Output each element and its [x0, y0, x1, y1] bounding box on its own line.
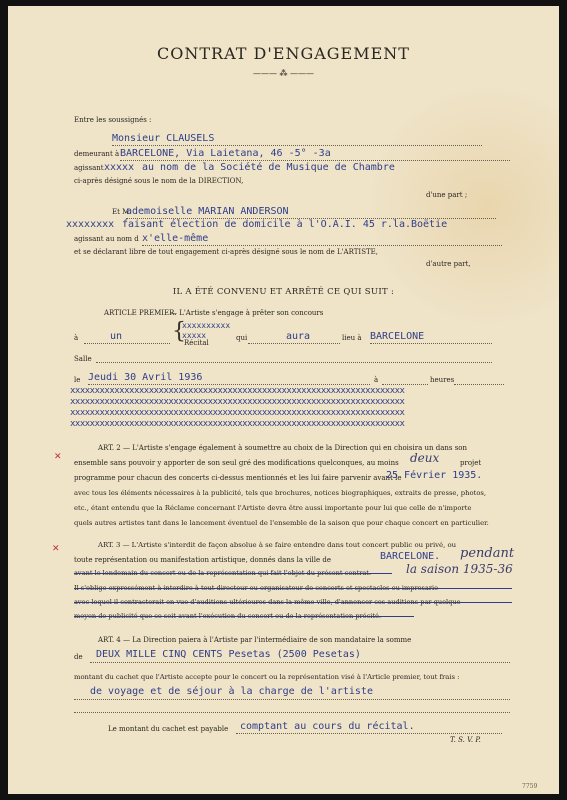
artist-prefix: Et M: [112, 208, 130, 216]
director-address-line: [120, 160, 510, 161]
art3-line3: avant le lendemain du concert ou de la représentation qui fait l'objet du présent contrat.: [74, 569, 372, 577]
payable-label: Le montant du cachet est payable: [108, 725, 229, 733]
contract-page: [8, 6, 559, 794]
artist-part: d'autre part,: [426, 260, 471, 268]
concert-count: un: [110, 331, 123, 342]
count-line: [84, 343, 170, 344]
art3-city: BARCELONE.: [380, 551, 441, 562]
artist-name: ademoiselle MARIAN ANDERSON: [126, 206, 289, 217]
struck-representation: xxxxx: [182, 331, 207, 340]
art3-line6-strike: [74, 616, 414, 617]
director-name-line: [112, 145, 482, 146]
election-struck: xxxxxxxx: [66, 219, 115, 230]
heures-label: heures: [430, 376, 455, 384]
acting-label: agissant: [74, 164, 104, 172]
fees-line-2: [74, 712, 510, 713]
brace: {: [172, 319, 186, 344]
art3-line5: avec lequel il contracterait en vue d'auditions ultérieures dans la même ville, d'annoncer ces auditions par quelque: [74, 598, 461, 606]
director-part: d'une part ;: [426, 191, 468, 199]
art3-line4: Il s'oblige expressément à interdire à tout directeur ou organisateur de concerts et spectacles ou impresario: [74, 584, 439, 592]
concert-city: BARCELONE: [370, 331, 425, 342]
art2-line1: ART. 2 — L'Artiste s'engage également à soumettre au choix de la Direction qui en choisira un dans son: [98, 444, 468, 452]
struck-concert: xxxxxxxxxx: [182, 321, 231, 330]
city-line: [370, 343, 492, 344]
program-count: deux: [410, 451, 440, 465]
struck-line-3: xxxxxxxxxxxxxxxxxxxxxxxxxxxxxxxxxxxxxxxxxxxxxxxxxxxxxxxxxxxxxxxxxxxx: [70, 409, 405, 418]
aura-line: [248, 343, 340, 344]
archive-ref: 7759: [522, 783, 538, 790]
struck-line-1: xxxxxxxxxxxxxxxxxxxxxxxxxxxxxxxxxxxxxxxxxxxxxxxxxxxxxxxxxxxxxxxxxxxx: [70, 387, 405, 396]
fees-line: [74, 699, 510, 700]
art4-line2: montant du cachet que l'Artiste accepte pour le concert ou la représentation visé à l'Article premier, tout frais :: [74, 673, 460, 681]
art2-line3: programme pour chacun des concerts ci-dessus mentionnés et les lui faire parvenir avant le: [74, 474, 402, 482]
salle-line: [96, 362, 492, 363]
title-ornament: ——— ⁂ ———: [252, 69, 315, 78]
art3-line3-strike: [74, 573, 392, 574]
handwritten-season: la saison 1935-36: [406, 562, 513, 576]
artist-acting: x'elle-même: [142, 233, 209, 244]
qui-label: qui: [236, 334, 248, 342]
director-acting: au nom de la Société de Musique de Chambre: [142, 162, 395, 173]
contract-title: CONTRAT D'ENGAGEMENT: [157, 44, 410, 63]
date-line: [88, 384, 370, 385]
artist-acting-label: agissant au nom d: [74, 235, 139, 243]
art1-label: ARTICLE PREMIER.: [104, 309, 177, 317]
art3-line4-strike: [74, 588, 512, 589]
director-address: BARCELONE, Via Laietana, 46 -5° -3a: [120, 148, 331, 159]
tsvp-label: T. S. V. P.: [450, 736, 481, 744]
heures-line: [454, 384, 504, 385]
intro-text: Entre les soussignés :: [74, 116, 152, 124]
acting-struck: xxxxx: [104, 162, 135, 173]
red-cross-mark: ✕: [54, 452, 62, 462]
art2-line6: quels autres artistes tant dans le lancement éventuel de l'ensemble de la saison que pour chaque concert en particulier.: [74, 519, 489, 527]
art2-line4: avec tous les éléments nécessaires à la publicité, tels que brochures, notices biographiques, extraits de presse, photos,: [74, 489, 487, 497]
aura-text: aura: [286, 331, 311, 342]
art3-line1: ART. 3 — L'Artiste s'interdit de façon absolue à se faire entendre dans tout concert public ou privé, ou: [98, 541, 457, 549]
handwritten-pendant: pendant: [460, 546, 515, 561]
red-cross-mark-2: ✕: [52, 544, 60, 554]
lieu-label: lieu à: [342, 334, 362, 342]
art1-a: à: [74, 334, 79, 342]
artist-designation: et se déclarant libre de tout engagement ci-après désigné sous le nom de L'ARTISTE,: [74, 248, 378, 256]
art4-de: de: [74, 653, 83, 661]
agreement-heading: IL A ÉTÉ CONVENU ET ARRÊTÉ CE QUI SUIT :: [172, 287, 395, 297]
struck-line-4: xxxxxxxxxxxxxxxxxxxxxxxxxxxxxxxxxxxxxxxxxxxxxxxxxxxxxxxxxxxxxxxxxxxx: [70, 420, 405, 429]
art4-line1: ART. 4 — La Direction paiera à l'Artiste par l'intermédiaire de son mandataire la somme: [98, 636, 412, 644]
salle-label: Salle: [74, 355, 92, 363]
recital-label: Récital: [184, 339, 209, 347]
le-label: le: [74, 376, 81, 384]
art2-line2: ensemble sans pouvoir y apporter de son seul gré des modifications quelconques, au moins: [74, 459, 399, 467]
hour-line: [382, 384, 428, 385]
fee-line: [90, 662, 510, 663]
a-label: à: [374, 376, 379, 384]
art3-line6: moyen de publicité que ce soit avant l'exécution du concert ou de la représentation précité.: [74, 612, 382, 620]
art2-line2b: projet: [460, 459, 482, 467]
address-label: demeurant à: [74, 150, 120, 158]
art3-line5-strike: [74, 602, 512, 603]
artist-election: faisant élection de domicile à l'O.A.I. 45 r.la.Boëtie: [122, 219, 448, 230]
director-name: Monsieur CLAUSELS: [112, 133, 215, 144]
director-designation: ci-après désigné sous le nom de la DIRECTION,: [74, 177, 244, 185]
program-deadline: 25 Février 1935.: [386, 470, 483, 481]
payment-line: [236, 733, 502, 734]
struck-line-2: xxxxxxxxxxxxxxxxxxxxxxxxxxxxxxxxxxxxxxxxxxxxxxxxxxxxxxxxxxxxxxxxxxxx: [70, 398, 405, 407]
art1-text: — L'Artiste s'engage à prêter son concours: [170, 309, 324, 317]
art3-line2: toute représentation ou manifestation artistique, donnés dans la ville de: [74, 556, 331, 564]
concert-date: Jeudi 30 Avril 1936: [88, 372, 203, 383]
artist-acting-line: [142, 245, 502, 246]
payment-terms: comptant au cours du récital.: [240, 721, 415, 732]
art2-line5: etc., étant entendu que la Réclame concernant l'Artiste devra être aussi importante pour lui que celle de n'importe: [74, 504, 472, 512]
fee-amount: DEUX MILLE CINQ CENTS Pesetas (2500 Pesetas): [96, 649, 361, 660]
fees-detail: de voyage et de séjour à la charge de l'artiste: [90, 686, 373, 697]
